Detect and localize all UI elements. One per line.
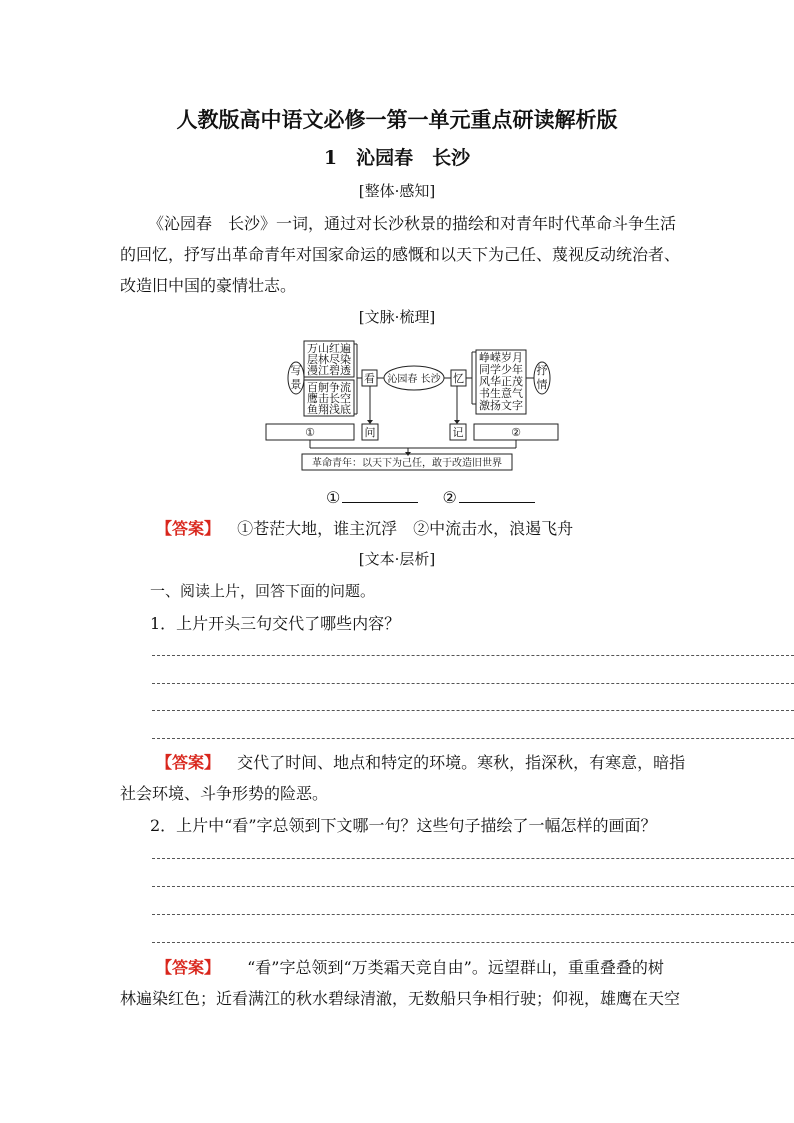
diagram-jing: 景 [290,378,302,391]
answer-q2-line-2: 林遍染红色；近看满江的秋水碧绿清澈，无数船只争相行驶；仰视，雄鹰在天空 [120,989,681,1008]
section-overview-heading: [整体·感知] [358,182,436,200]
scene-bottom-1: 百舸争流 [307,381,351,394]
answer-line [152,683,794,684]
scene-top-3: 漫江碧透 [307,364,351,377]
question-2: 2．上片中“看”字总领到下文哪一句？这些句子描绘了一幅怎样的画面？ [150,816,657,835]
diagram-wen: 问 [364,426,376,439]
part-one-heading: 一、阅读上片，回答下面的问题。 [150,582,376,600]
memory-2: 同学少年 [479,363,523,376]
intro-line-3: 改造旧中国的豪情壮志。 [120,276,297,295]
diagram-kan: 看 [364,372,375,385]
answer-line [152,738,794,739]
section-structure-heading: [文脉·梳理] [358,308,436,326]
answer-row-3 [156,955,664,978]
diagram-center: 沁园春 长沙 [387,374,441,385]
answer-line [152,942,794,943]
scene-bottom-3: 鱼翔浅底 [307,403,351,416]
diagram-xie: 写 [290,364,302,377]
answer-line [152,655,794,656]
fill-label-1: ① [326,488,341,507]
answer-tag: 【答案】 [156,753,221,772]
diagram-blank2-label: ② [511,426,521,439]
answer-q1-line-2: 社会环境、斗争形势的险恶。 [120,784,329,803]
answer-tag: 【答案】 [156,958,221,977]
fill-blank-2[interactable] [459,486,535,503]
answer-1-text: ①苍茫大地，谁主沉浮 ②中流击水，浪遏飞舟 [237,519,574,538]
memory-4: 书生意气 [479,387,523,400]
scene-bottom-2: 鹰击长空 [307,392,351,405]
intro-line-1: 《沁园春 长沙》一词，通过对长沙秋景的描绘和对青年时代革命斗争生活 [148,214,677,233]
fill-blanks-row [326,486,535,507]
diagram-yi: 忆 [453,372,464,385]
answer-row-2 [156,750,685,773]
diagram-blank1-label: ① [305,426,315,439]
fill-label-2: ② [442,488,457,507]
intro-line-2: 的回忆，抒写出革命青年对国家命运的感慨和以天下为己任、蔑视反动统治者、 [120,245,681,264]
answer-line [152,886,794,887]
diagram-ji: 记 [452,426,464,439]
memory-3: 风华正茂 [479,375,523,388]
diagram-conclusion: 革命青年：以天下为己任，敢于改造旧世界 [312,458,502,469]
answer-line [152,914,794,915]
diagram-shu: 抒 [536,364,548,377]
answer-q2-line-1: “看”字总领到“万类霜天竞自由”。远望群山，重重叠叠的树 [247,958,664,977]
memory-1: 峥嵘岁月 [479,351,523,364]
answer-line [152,710,794,711]
scene-top-2: 层林尽染 [307,353,351,366]
scene-top-1: 万山红遍 [307,342,351,355]
question-1: 1．上片开头三句交代了哪些内容？ [150,614,401,633]
answer-row-1 [156,516,573,539]
memory-5: 激扬文字 [479,399,523,412]
fill-blank-1[interactable] [342,486,418,503]
section-analysis-heading: [文本·层析] [358,550,436,568]
answer-line [152,858,794,859]
doc-subtitle: 1 沁园春 长沙 [323,147,471,169]
structure-diagram [258,336,562,474]
doc-title: 人教版高中语文必修一第一单元重点研读解析版 [176,107,618,132]
answer-q1-line-1: 交代了时间、地点和特定的环境。寒秋，指深秋，有寒意，暗指 [237,753,686,772]
diagram-qing: 情 [536,378,548,391]
answer-tag: 【答案】 [156,519,221,538]
